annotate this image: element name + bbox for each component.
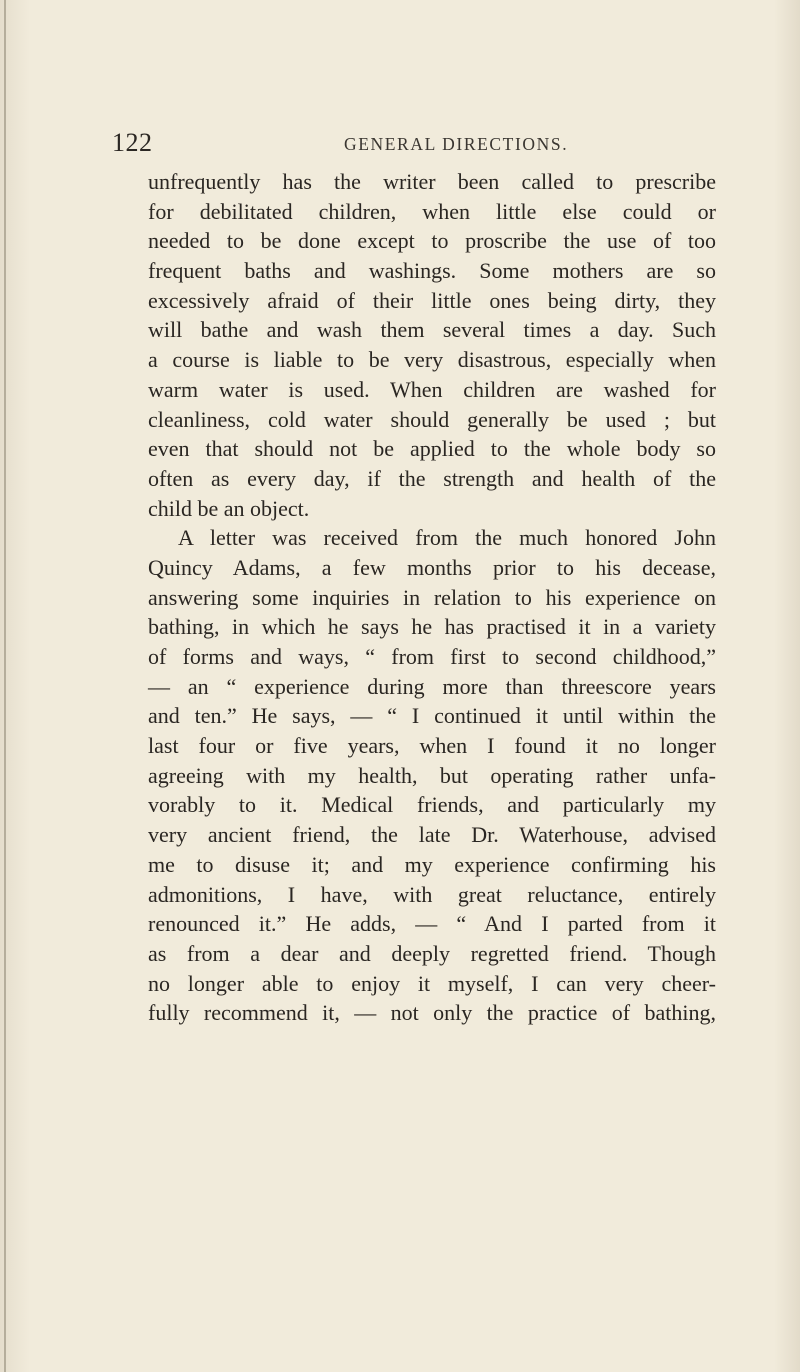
text-line: fully recommend it, — not only the practice of bathing,	[148, 1000, 716, 1026]
text-line: admonitions, I have, with great reluctance, entirely	[148, 881, 716, 907]
text-line: Quincy Adams, a few months prior to his decease,	[148, 554, 716, 580]
running-head: GENERAL DIRECTIONS.	[344, 134, 569, 154]
text-line: will bathe and wash them several times a day. Such	[148, 317, 716, 343]
text-line: warm water is used. When children are washed for	[148, 376, 716, 402]
page-edge-shadow	[4, 0, 6, 1372]
text-line: child be an object.	[148, 495, 310, 521]
text-line: bathing, in which he says he has practised it in a variety	[148, 614, 716, 640]
text-line: last four or five years, when I found it no longer	[148, 733, 716, 759]
text-line: very ancient friend, the late Dr. Waterhouse, advised	[148, 822, 716, 848]
body-text	[148, 167, 716, 1028]
text-line: a course is liable to be very disastrous, especially when	[148, 347, 716, 373]
text-line: answering some inquiries in relation to his experience on	[148, 584, 716, 610]
text-line: A letter was received from the much honored John	[178, 525, 716, 551]
text-line: often as every day, if the strength and health of the	[148, 465, 716, 491]
text-line: for debilitated children, when little else could or	[148, 198, 716, 224]
text-line: even that should not be applied to the whole body so	[148, 436, 716, 462]
text-line: and ten.” He says, — “ I continued it until within the	[148, 703, 716, 729]
text-line: renounced it.” He adds, — “ And I parted from it	[148, 911, 716, 937]
text-line: of forms and ways, “ from first to second childhood,”	[148, 644, 716, 669]
text-line: me to disuse it; and my experience confirming his	[148, 851, 716, 877]
text-line: no longer able to enjoy it myself, I can very cheer-	[148, 970, 716, 996]
page-header	[112, 128, 712, 164]
text-line: cleanliness, cold water should generally be used ; but	[148, 406, 716, 432]
text-line: needed to be done except to proscribe the use of too	[148, 228, 716, 254]
text-line: — an “ experience during more than threescore years	[148, 673, 716, 699]
text-line: as from a dear and deeply regretted friend. Though	[148, 940, 716, 966]
text-line: excessively afraid of their little ones being dirty, they	[148, 287, 716, 313]
text-line: unfrequently has the writer been called to prescribe	[148, 169, 716, 194]
text-line: vorably to it. Medical friends, and particularly my	[148, 792, 716, 818]
text-line: frequent baths and washings. Some mothers are so	[148, 258, 716, 284]
text-line: agreeing with my health, but operating rather unfa-	[148, 762, 716, 788]
page-number: 122	[112, 128, 153, 157]
